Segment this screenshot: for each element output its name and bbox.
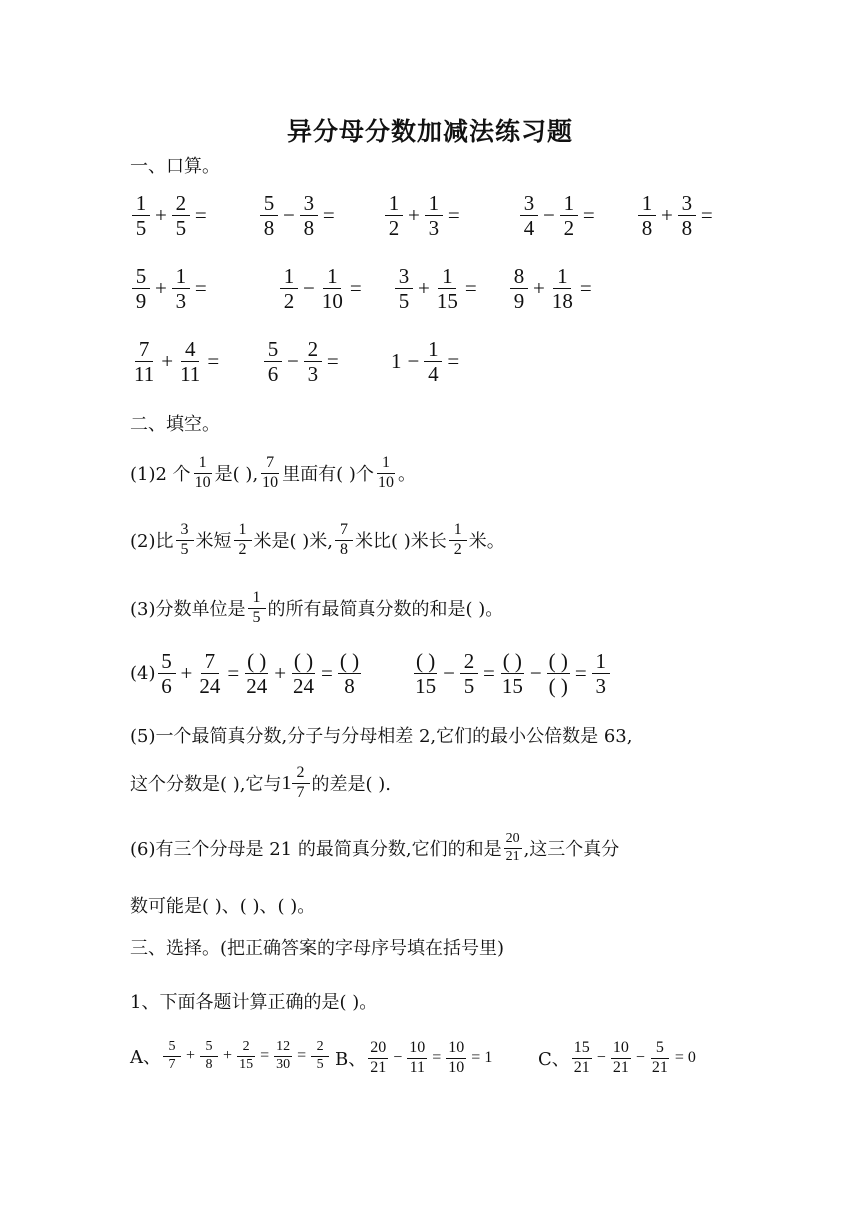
q6-text-b: ,这三个真分 [523, 839, 620, 861]
option-c-frac: $\frac{5}{21}$ [651, 1039, 668, 1076]
oral-fraction: $\frac{1}{18}$ [551, 264, 573, 314]
oral-equals: = [447, 349, 460, 374]
oral-fraction: $\frac{5}{9}$ [132, 265, 150, 312]
option-a-op: = [260, 1047, 270, 1065]
oral-expression [383, 192, 463, 239]
page-title: 异分母分数加减法练习题 [286, 117, 573, 146]
oral-fraction: $\frac{3}{8}$ [678, 192, 696, 239]
q4-frac-j: $\frac{1}{3}$ [592, 650, 610, 697]
q2-fraction-1: $\frac{3}{5}$ [176, 522, 194, 559]
q2-fraction-2: $\frac{1}{2}$ [234, 522, 252, 559]
q1-text-b: 是( ), [214, 464, 259, 486]
oral-fraction: $\frac{5}{8}$ [260, 192, 278, 239]
oral-fraction: $\frac{2}{3}$ [304, 338, 322, 385]
option-c-result: = 0 [674, 1049, 696, 1067]
fill-question-6-line1 [130, 832, 619, 864]
option-a-frac: $\frac{12}{30}$ [276, 1039, 291, 1072]
option-b-frac: $\frac{10}{10}$ [448, 1039, 465, 1076]
oral-fraction: $\frac{3}{5}$ [395, 265, 413, 312]
option-c-op: − [596, 1049, 606, 1067]
q5-mixed-whole: 1 [281, 771, 292, 794]
q1-text-d: 。 [397, 464, 416, 486]
q4-op: + [274, 661, 287, 686]
option-a-op: + [223, 1047, 233, 1065]
q4-frac-d: $\frac{( )}{24}$ [293, 649, 315, 699]
oral-expression [393, 265, 480, 312]
oral-equals: = [194, 276, 207, 301]
q4-frac-h: $\frac{( )}{15}$ [501, 649, 523, 699]
oral-operator: + [661, 203, 673, 228]
q2-fraction-4: $\frac{1}{2}$ [449, 522, 467, 559]
oral-equals: = [579, 276, 592, 301]
oral-expression [130, 265, 210, 312]
option-c-frac: $\frac{15}{21}$ [573, 1039, 590, 1076]
fill-question-6-line2: 数可能是( )、( )、( )。 [130, 896, 316, 917]
oral-equals: = [194, 203, 207, 228]
q4-frac-b: $\frac{7}{24}$ [199, 649, 221, 699]
q2-fraction-3: $\frac{7}{8}$ [335, 522, 353, 559]
q5-text-a: 这个分数是( ),它与 [130, 774, 282, 796]
oral-expression [636, 192, 716, 239]
choice-option-c [538, 1040, 699, 1077]
q4-frac-c: $\frac{( )}{24}$ [246, 649, 268, 699]
q4-op: − [529, 661, 542, 686]
q1-text-c: 里面有( )个 [282, 464, 374, 486]
oral-equals: = [700, 203, 713, 228]
choice-option-b [335, 1040, 495, 1077]
fill-question-2 [130, 522, 505, 559]
q3-fraction: $\frac{1}{5}$ [248, 590, 266, 627]
q1-text-a: (1)2 个 [130, 464, 191, 486]
oral-expression [262, 338, 342, 385]
option-a-op: + [186, 1047, 196, 1065]
oral-fraction: $\frac{4}{11}$ [180, 337, 201, 387]
oral-expression [518, 192, 598, 239]
fill-question-5-line1: (5)一个最简真分数,分子与分母相差 2,它们的最小公倍数是 63, [130, 726, 633, 747]
q4-frac-f: $\frac{( )}{15}$ [415, 649, 437, 699]
q4-eq: = [574, 661, 587, 686]
oral-fraction: $\frac{1}{2}$ [280, 265, 298, 312]
q2-text-a: (2)比 [130, 531, 174, 553]
oral-equals: = [464, 276, 477, 301]
oral-fraction: $\frac{2}{5}$ [172, 192, 190, 239]
option-a-label: A、 [130, 1047, 161, 1069]
oral-operator: − [283, 203, 295, 228]
oral-fraction: $\frac{1}{3}$ [172, 265, 190, 312]
option-b-op: − [393, 1049, 403, 1067]
section-choice-heading: 三、选择。(把正确答案的字母序号填在括号里) [130, 938, 505, 959]
oral-fraction: $\frac{1}{2}$ [560, 192, 578, 239]
oral-equals: = [326, 349, 339, 374]
q1-fraction-2: $\frac{7}{10}$ [262, 454, 279, 491]
option-c-label: C、 [538, 1049, 570, 1071]
oral-operator: − [303, 276, 315, 301]
section-fill-heading: 二、填空。 [130, 414, 220, 435]
option-a-op: = [297, 1047, 307, 1065]
oral-operator: + [155, 203, 167, 228]
fill-question-3 [130, 590, 503, 627]
q4-label: (4) [130, 663, 156, 685]
oral-fraction: $\frac{3}{8}$ [300, 192, 318, 239]
q4-op: − [443, 661, 455, 686]
oral-expression [130, 338, 222, 385]
option-b-frac: $\frac{20}{21}$ [370, 1039, 387, 1076]
q4-frac-e: $\frac{( )}{8}$ [339, 649, 360, 699]
option-b-op: = [432, 1049, 442, 1067]
q4-eq: = [321, 661, 333, 686]
oral-whole-number: 1 [391, 349, 402, 374]
option-a-frac: $\frac{5}{8}$ [200, 1040, 218, 1072]
oral-fraction: $\frac{1}{8}$ [638, 192, 656, 239]
option-a-frac: $\frac{5}{7}$ [163, 1040, 181, 1072]
q3-text-a: (3)分数单位是 [130, 599, 246, 621]
q1-fraction-3: $\frac{1}{10}$ [377, 454, 394, 491]
oral-fraction: $\frac{3}{4}$ [520, 192, 538, 239]
oral-operator: + [155, 276, 167, 301]
oral-operator: + [418, 276, 430, 301]
q4-eq: = [482, 661, 495, 686]
option-b-result: = 1 [471, 1049, 493, 1067]
fill-question-5-line2 [130, 765, 391, 802]
fill-question-4 [130, 650, 612, 697]
oral-operator: + [533, 276, 545, 301]
oral-operator: − [543, 203, 555, 228]
oral-equals: = [447, 203, 460, 228]
q2-text-b: 米短 [195, 531, 232, 553]
oral-fraction: $\frac{1}{3}$ [425, 192, 443, 239]
option-c-op: − [635, 1049, 645, 1067]
q6-text-a: (6)有三个分母是 21 的最简真分数,它们的和是 [130, 839, 502, 861]
q1-fraction-1: $\frac{1}{10}$ [194, 454, 211, 491]
choice-question-1-stem: 1、下面各题计算正确的是( )。 [130, 992, 378, 1013]
oral-fraction: $\frac{8}{9}$ [510, 265, 528, 312]
oral-operator: + [408, 203, 420, 228]
option-a-frac: $\frac{2}{5}$ [311, 1040, 329, 1072]
q2-text-e: 米。 [468, 531, 505, 553]
oral-operator: + [161, 349, 174, 374]
section-oral-heading: 一、口算。 [130, 156, 220, 177]
q4-frac-g: $\frac{2}{5}$ [460, 650, 478, 697]
option-b-label: B、 [335, 1049, 367, 1071]
fill-question-1 [130, 455, 416, 492]
option-c-frac: $\frac{10}{21}$ [612, 1039, 629, 1076]
q4-eq: = [227, 661, 240, 686]
oral-fraction: $\frac{1}{2}$ [385, 192, 403, 239]
oral-expression [388, 338, 462, 385]
q5-text-b: 的差是( ). [311, 774, 391, 796]
option-b-frac: $\frac{10}{11}$ [409, 1039, 426, 1076]
oral-equals: = [582, 203, 595, 228]
option-a-frac: $\frac{2}{15}$ [239, 1039, 254, 1072]
q4-frac-i: $\frac{( )}{( )}$ [548, 649, 568, 699]
q3-text-b: 的所有最简真分数的和是( )。 [267, 599, 504, 621]
oral-operator: − [407, 349, 420, 374]
oral-fraction: $\frac{7}{11}$ [134, 337, 155, 387]
oral-expression [130, 192, 210, 239]
oral-fraction: $\frac{1}{15}$ [436, 264, 458, 314]
q2-text-d: 米比( )米长 [355, 531, 447, 553]
oral-fraction: $\frac{1}{5}$ [132, 192, 150, 239]
oral-expression [278, 265, 365, 312]
q4-frac-a: $\frac{5}{6}$ [158, 650, 176, 697]
choice-option-a [130, 1040, 331, 1072]
q2-text-c: 米是( )米, [253, 531, 333, 553]
q5-mixed-fraction: $\frac{2}{7}$ [292, 765, 310, 802]
oral-equals: = [322, 203, 335, 228]
oral-expression [258, 192, 338, 239]
oral-operator: − [287, 349, 299, 374]
oral-fraction: $\frac{5}{6}$ [264, 338, 282, 385]
oral-expression [508, 265, 595, 312]
oral-equals: = [349, 276, 362, 301]
q4-op: + [180, 661, 193, 686]
oral-fraction: $\frac{1}{10}$ [321, 264, 343, 314]
oral-equals: = [207, 349, 220, 374]
oral-fraction: $\frac{1}{4}$ [424, 338, 442, 385]
q6-fraction: $\frac{20}{21}$ [505, 831, 520, 864]
